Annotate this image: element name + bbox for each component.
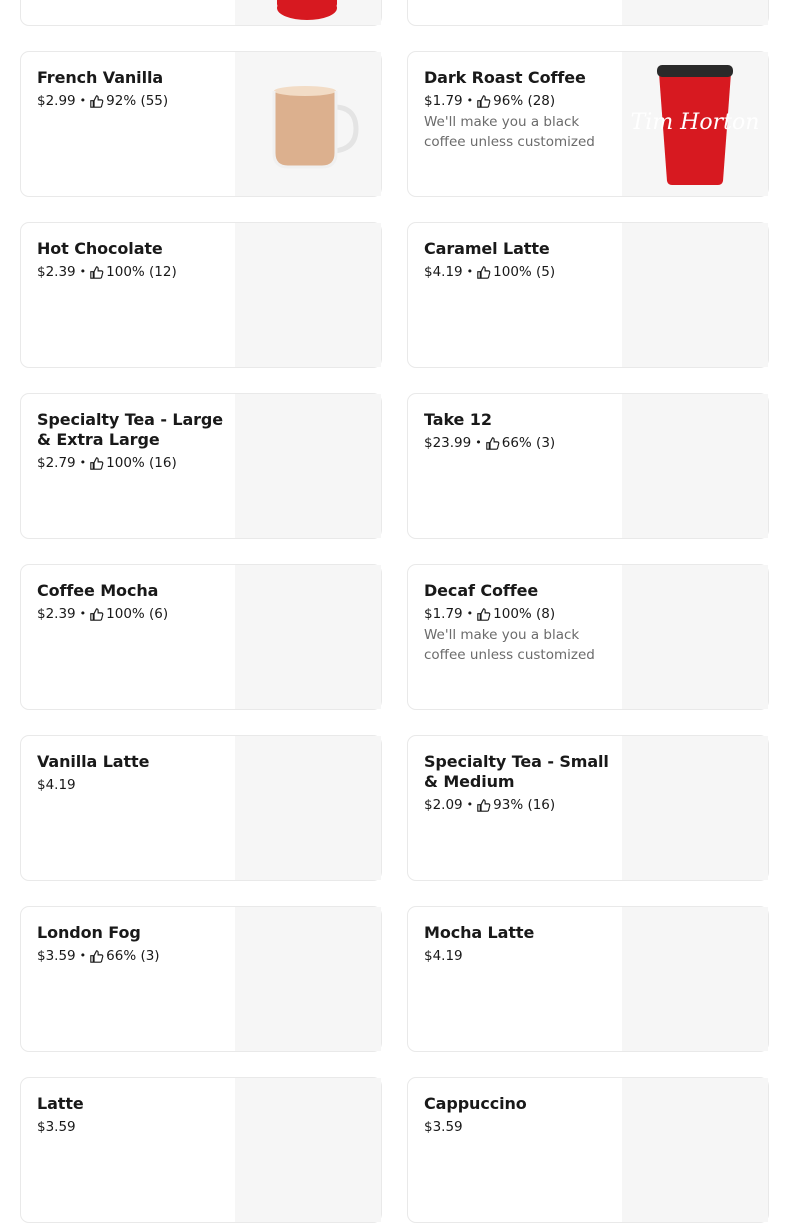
item-image <box>235 736 381 880</box>
item-name: Specialty Tea - Small & Medium <box>424 752 609 791</box>
item-name: Take 12 <box>424 410 492 429</box>
item-price: $1.79 <box>424 606 463 622</box>
item-description: We'll make you a black coffee unless customized <box>424 114 595 150</box>
item-meta <box>37 92 233 110</box>
menu-item-card[interactable] <box>407 393 769 539</box>
separator-dot: • <box>475 436 482 449</box>
menu-item-card[interactable] <box>407 906 769 1052</box>
item-image <box>622 394 768 538</box>
thumbs-up-icon <box>486 437 499 450</box>
item-image <box>235 565 381 709</box>
item-image <box>235 907 381 1051</box>
separator-dot: • <box>466 607 474 620</box>
item-meta <box>424 605 620 623</box>
menu-item-card[interactable] <box>20 906 382 1052</box>
menu-item-card[interactable] <box>20 393 382 539</box>
item-price: $2.99 <box>37 93 76 109</box>
item-meta <box>424 434 620 452</box>
thumbs-up-icon <box>477 266 490 279</box>
separator-dot: • <box>79 456 87 469</box>
menu-item-card[interactable] <box>20 51 382 197</box>
item-price: $4.19 <box>424 264 463 280</box>
item-name: Coffee Mocha <box>37 581 159 600</box>
item-meta <box>37 947 233 965</box>
separator-dot: • <box>466 94 474 107</box>
item-meta <box>37 1118 233 1136</box>
separator-dot: • <box>79 94 87 107</box>
item-image <box>622 223 768 367</box>
item-price: $3.59 <box>424 1119 463 1135</box>
menu-item-card[interactable] <box>407 564 769 710</box>
item-meta <box>424 796 620 814</box>
separator-dot: • <box>79 949 87 962</box>
item-rating: 100% (16) <box>106 455 177 471</box>
item-rating: 100% (5) <box>493 264 556 280</box>
item-price: $4.19 <box>424 948 463 964</box>
item-meta <box>424 263 620 281</box>
item-name: Cappuccino <box>424 1094 527 1113</box>
menu-item-card[interactable] <box>20 564 382 710</box>
item-rating: 100% (8) <box>493 606 556 622</box>
item-rating: 92% (55) <box>106 93 169 109</box>
menu-item-card-partial[interactable] <box>20 0 382 26</box>
item-price: $2.39 <box>37 606 76 622</box>
item-rating: 96% (28) <box>493 93 556 109</box>
item-meta <box>37 605 233 623</box>
thumbs-up-icon <box>477 608 490 621</box>
separator-dot: • <box>466 798 474 811</box>
menu-item-card[interactable] <box>20 222 382 368</box>
menu-item-card-partial[interactable] <box>407 0 769 26</box>
item-price: $3.59 <box>37 1119 76 1135</box>
thumbs-up-icon <box>90 95 103 108</box>
item-image <box>622 565 768 709</box>
item-price: $3.59 <box>37 948 76 964</box>
item-price: $2.09 <box>424 797 463 813</box>
item-meta <box>424 1118 620 1136</box>
thumbs-up-icon <box>90 950 103 963</box>
thumbs-up-icon <box>90 608 103 621</box>
separator-dot: • <box>466 265 474 278</box>
item-meta <box>37 263 233 281</box>
red-cup-image <box>235 0 381 26</box>
item-image <box>235 1078 381 1222</box>
menu-item-card[interactable] <box>20 1077 382 1223</box>
thumbs-up-icon <box>477 95 490 108</box>
item-name: Hot Chocolate <box>37 239 163 258</box>
separator-dot: • <box>79 265 87 278</box>
item-image <box>235 223 381 367</box>
item-name: Latte <box>37 1094 84 1113</box>
cup-brand-text: Tim Horton <box>630 110 760 135</box>
item-rating: 93% (16) <box>493 797 556 813</box>
item-name: London Fog <box>37 923 141 942</box>
item-image <box>235 52 381 196</box>
item-image <box>622 1078 768 1222</box>
item-price: $23.99 <box>424 435 472 451</box>
item-name: Specialty Tea - Large & Extra Large <box>37 410 224 449</box>
item-name: French Vanilla <box>37 68 164 87</box>
thumbs-up-icon <box>477 799 490 812</box>
tim-hortons-cup-image <box>630 59 760 189</box>
item-name: Dark Roast Coffee <box>424 68 586 87</box>
item-price: $1.79 <box>424 93 463 109</box>
item-rating: 100% (6) <box>106 606 169 622</box>
mug-image <box>248 69 368 179</box>
item-image <box>622 0 768 25</box>
item-name: Decaf Coffee <box>424 581 539 600</box>
item-meta <box>424 92 620 110</box>
item-image <box>622 52 768 196</box>
menu-item-card[interactable] <box>407 222 769 368</box>
item-rating: 100% (12) <box>106 264 177 280</box>
item-meta <box>37 454 233 472</box>
thumbs-up-icon <box>90 457 103 470</box>
item-image <box>622 736 768 880</box>
item-image <box>622 907 768 1051</box>
item-price: $2.79 <box>37 455 76 471</box>
menu-item-card[interactable] <box>407 1077 769 1223</box>
item-name: Mocha Latte <box>424 923 535 942</box>
item-meta <box>37 776 233 794</box>
item-image <box>235 0 381 25</box>
item-rating: 66% (3) <box>501 435 556 451</box>
item-name: Caramel Latte <box>424 239 550 258</box>
item-description: We'll make you a black coffee unless customized <box>424 627 595 663</box>
menu-item-card[interactable] <box>407 735 769 881</box>
item-price: $4.19 <box>37 777 76 793</box>
thumbs-up-icon <box>90 266 103 279</box>
item-meta <box>424 947 620 965</box>
item-rating: 66% (3) <box>106 948 160 964</box>
item-name: Vanilla Latte <box>37 752 150 771</box>
separator-dot: • <box>79 607 87 620</box>
menu-item-card[interactable] <box>407 51 769 197</box>
menu-item-card[interactable] <box>20 735 382 881</box>
item-price: $2.39 <box>37 264 76 280</box>
item-image <box>235 394 381 538</box>
